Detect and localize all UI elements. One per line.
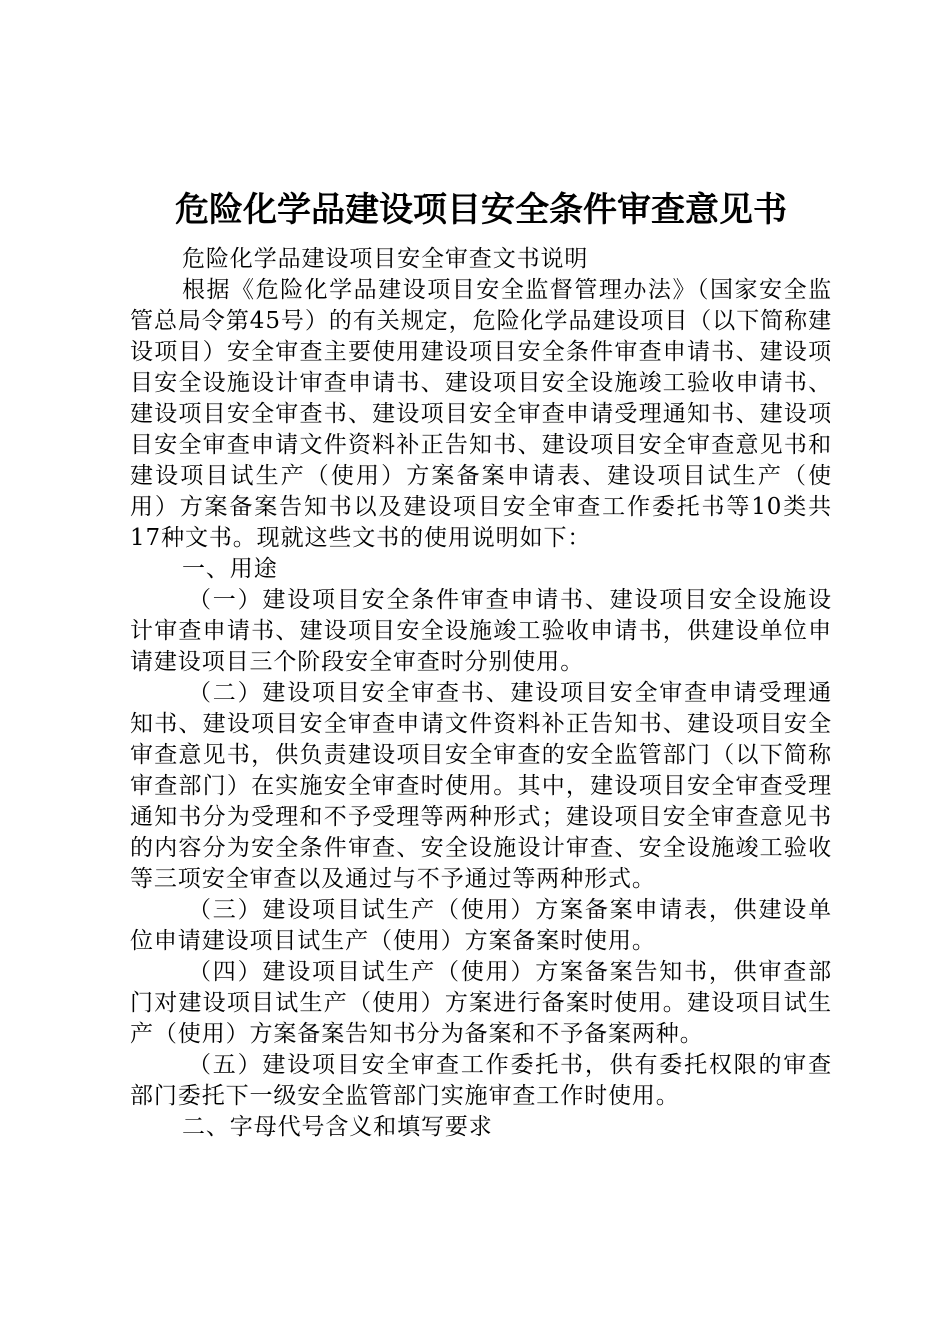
- section-heading-purpose: 一、用途: [182, 556, 278, 582]
- intro-paragraph: 根据《危险化学品建设项目安全监督管理办法》（国家安全监管总局令第45号）的有关规定，危险化学品建设项目（以下简称建设项目）安全审查主要使用建设项目安全条件审查申请书、建设项目安全设施设计审查申请书、建设项目安全设施竣工验收申请书、建设项目安全审查书、建设项目安全审查申请受理通知书、建设项目安全审查申请文件资料补正告知书、建设项目安全审查意见书和建设项目试生产（使用）方案备案申请表、建设项目试生产（使用）方案备案告知书以及建设项目安全审查工作委托书等10类共17种文书。现就这些文书的使用说明如下：: [130, 277, 832, 551]
- document-title: 危险化学品建设项目安全条件审查意见书: [175, 190, 787, 230]
- section-heading-codes: 二、字母代号含义和填写要求: [182, 1114, 493, 1140]
- document-page: [130, 182, 832, 1143]
- purpose-item-2: （二）建设项目安全审查书、建设项目安全审查申请受理通知书、建设项目安全审查申请文件资料补正告知书、建设项目安全审查意见书，供负责建设项目安全审查的安全监管部门（以下简称审查部门）在实施安全审查时使用。其中，建设项目安全审查受理通知书分为受理和不予受理等两种形式；建设项目安全审查意见书的内容分为安全条件审查、安全设施设计审查、安全设施竣工验收等三项安全审查以及通过与不予通过等两种形式。: [130, 680, 832, 892]
- subtitle-paragraph: 危险化学品建设项目安全审查文书说明: [182, 246, 589, 272]
- purpose-item-3: （三）建设项目试生产（使用）方案备案申请表，供建设单位申请建设项目试生产（使用）方案备案时使用。: [130, 897, 832, 954]
- purpose-item-4: （四）建设项目试生产（使用）方案备案告知书，供审查部门对建设项目试生产（使用）方案进行备案时使用。建设项目试生产（使用）方案备案告知书分为备案和不予备案两种。: [130, 959, 832, 1047]
- purpose-item-1: （一）建设项目安全条件审查申请书、建设项目安全设施设计审查申请书、建设项目安全设施竣工验收申请书，供建设单位申请建设项目三个阶段安全审查时分别使用。: [130, 587, 832, 675]
- purpose-item-5: （五）建设项目安全审查工作委托书，供有委托权限的审查部门委托下一级安全监管部门实施审查工作时使用。: [130, 1052, 832, 1109]
